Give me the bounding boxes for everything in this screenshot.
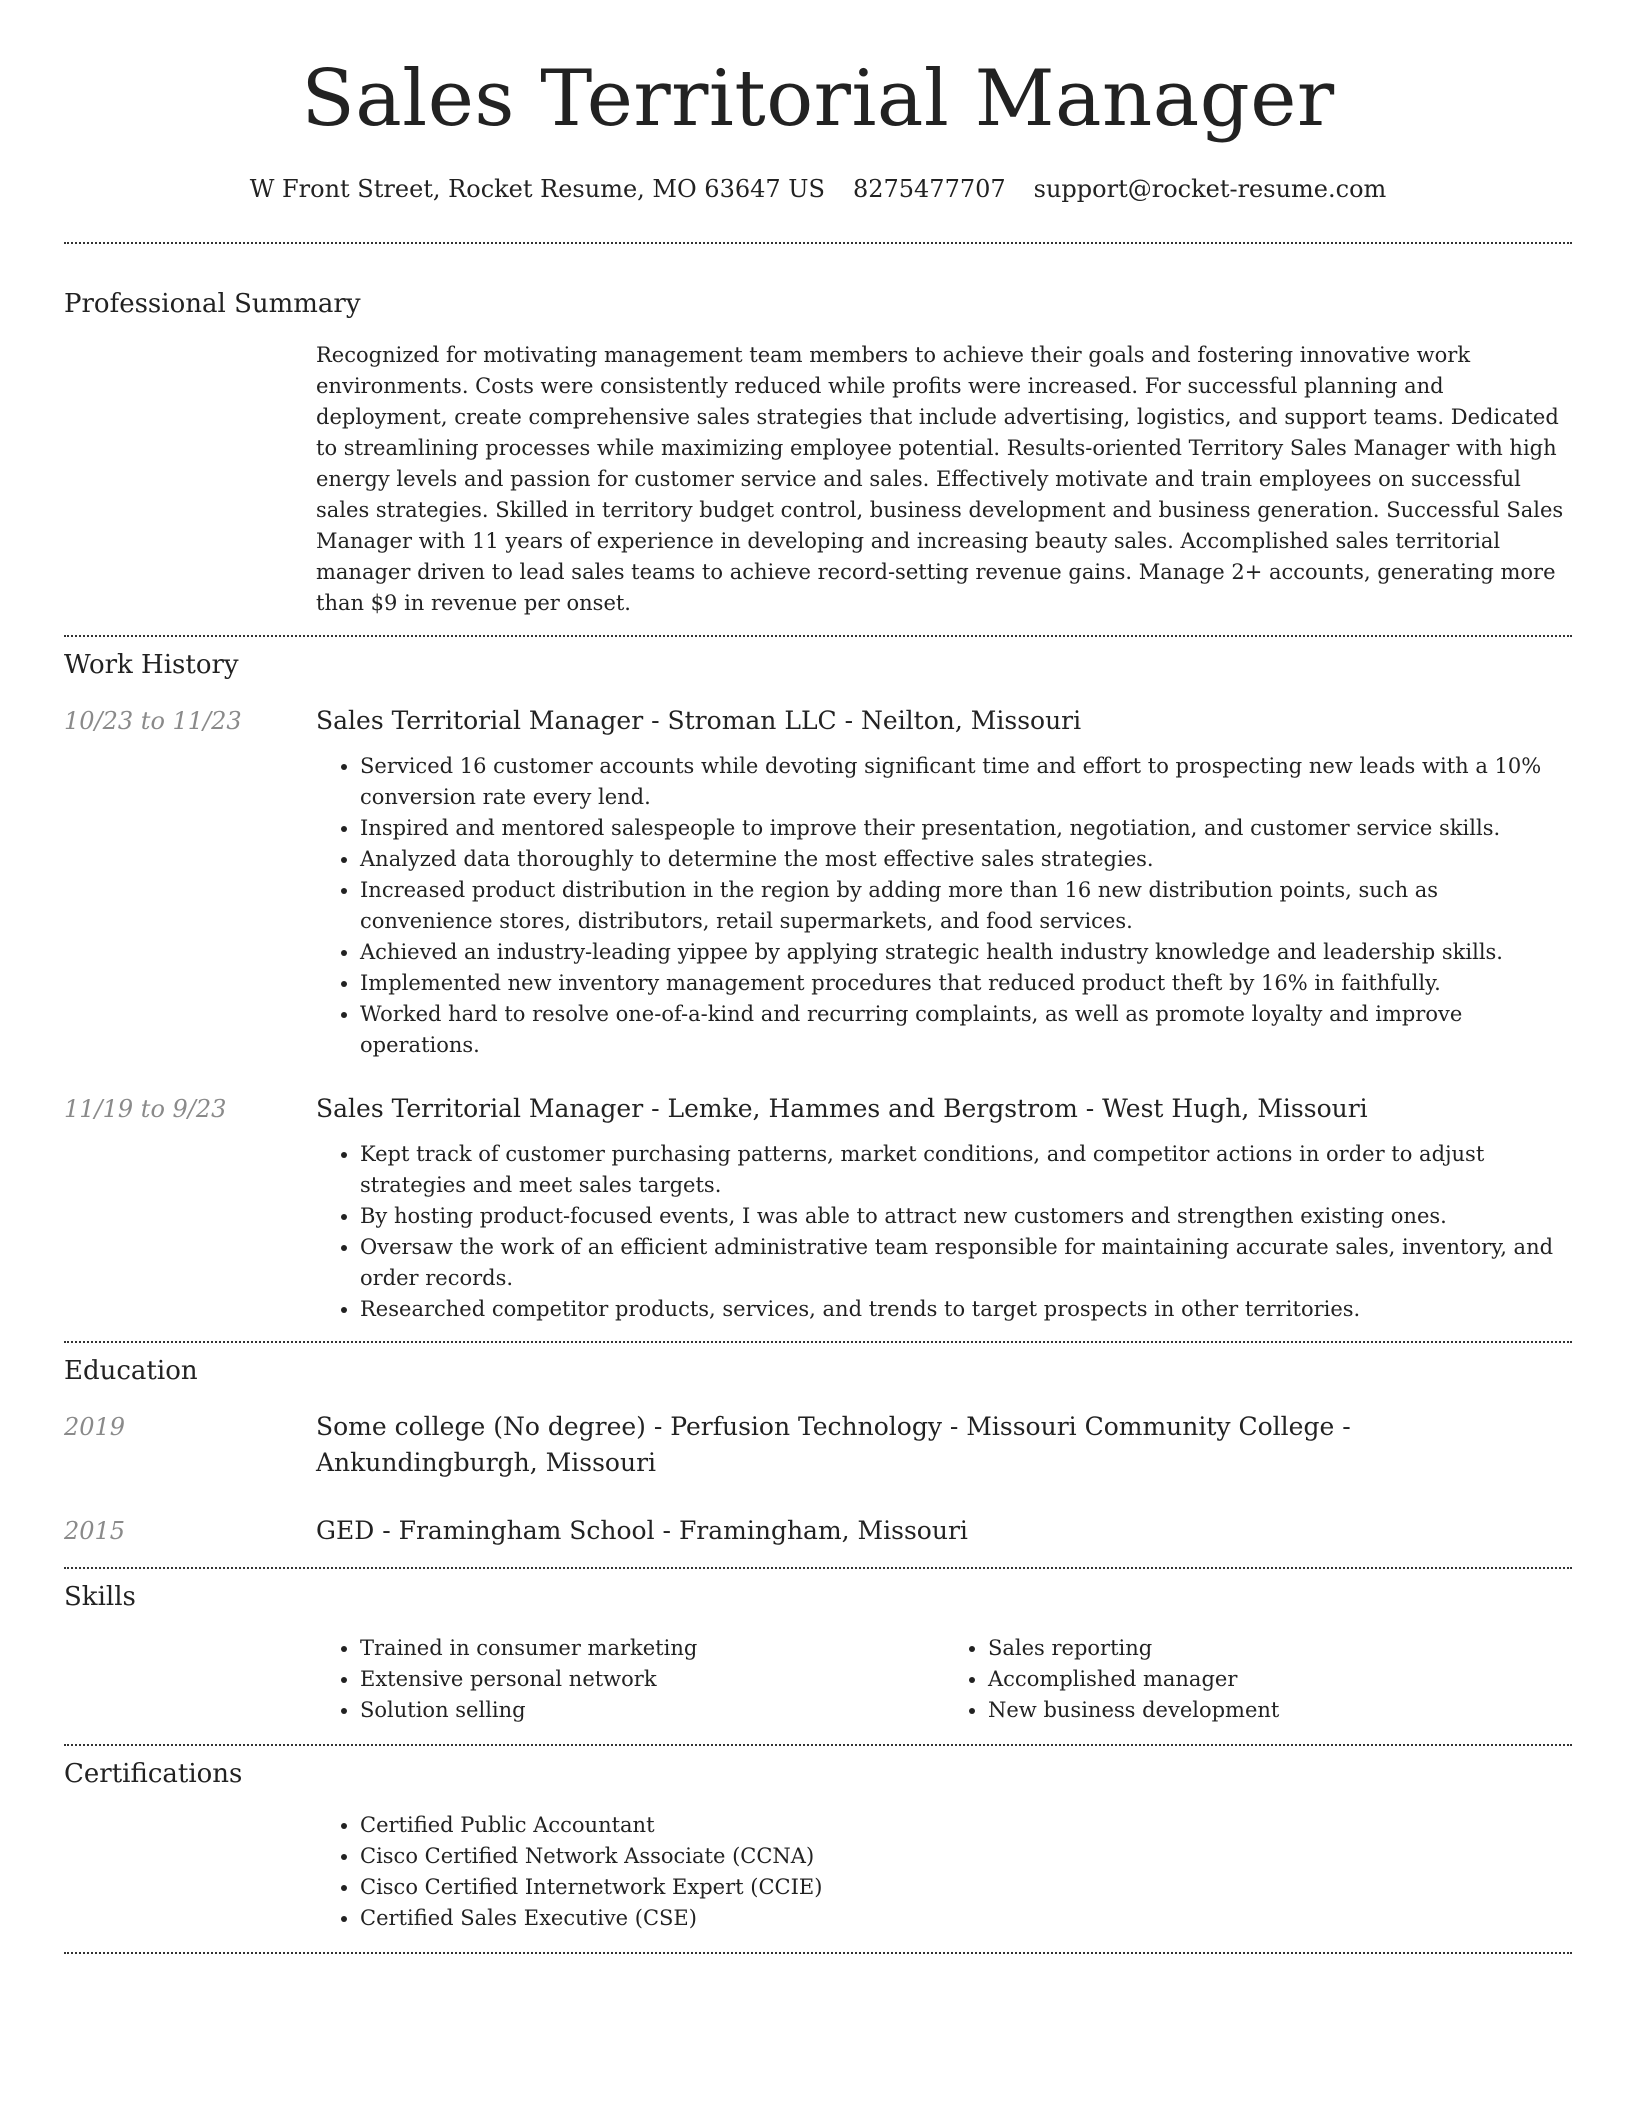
work-heading: Work History: [64, 650, 239, 680]
certifications-row: [64, 1810, 1572, 1934]
skill-item: • Accomplished manager: [988, 1664, 1572, 1695]
skill-item: • Extensive personal network: [360, 1664, 944, 1695]
job-entry: [64, 1091, 1572, 1325]
section-divider: [64, 1952, 1572, 1954]
job-bullet: • Implemented new inventory management procedures that reduced product theft by 16% in faithfully.: [360, 968, 1572, 999]
contact-address: W Front Street, Rocket Resume, MO 63647 US: [249, 175, 825, 203]
skills-list-left: [316, 1633, 944, 1726]
certifications-heading: Certifications: [64, 1759, 243, 1789]
education-details: [316, 1513, 1572, 1549]
skills-grid: [316, 1633, 1572, 1726]
skills-left-spacer: [64, 1633, 316, 1726]
certification-item: • Certified Sales Executive (CSE): [360, 1903, 1572, 1934]
job-bullet: • Increased product distribution in the region by adding more than 16 new distribution points, such as convenience stores, distributors, retail supermarkets, and food services.: [360, 875, 1572, 937]
job-bullet: • Worked hard to resolve one-of-a-kind and recurring complaints, as well as promote loyalty and improve operations.: [360, 999, 1572, 1061]
section-divider: [64, 635, 1572, 637]
job-details: [316, 1091, 1572, 1325]
job-bullet: • Achieved an industry-leading yippee by applying strategic health industry knowledge and leadership skills.: [360, 937, 1572, 968]
job-heading: Sales Territorial Manager - Stroman LLC - Neilton, Missouri: [316, 706, 1082, 735]
certifications-list: [316, 1810, 1572, 1934]
summary-body: [316, 340, 1572, 619]
resume-name: Sales Territorial Manager: [301, 54, 1335, 144]
job-bullet: • Researched competitor products, services, and trends to target prospects in other territories.: [360, 1294, 1572, 1325]
job-bullet: • Kept track of customer purchasing patterns, market conditions, and competitor actions in order to adjust strategies and meet sales targets.: [360, 1139, 1572, 1201]
education-heading: Education: [64, 1356, 198, 1386]
job-bullet: • Serviced 16 customer accounts while devoting significant time and effort to prospecting new leads with a 10% conversion rate every lend.: [360, 751, 1572, 813]
skills-list-right: [944, 1633, 1572, 1726]
resume-page: [64, 0, 1572, 1954]
contact-email: support@rocket-resume.com: [1033, 175, 1387, 203]
education-details: [316, 1409, 1572, 1481]
summary-heading: Professional Summary: [64, 289, 361, 319]
job-bullets: [316, 751, 1572, 1061]
skills-heading: Skills: [64, 1582, 136, 1612]
education-year: 2015: [64, 1517, 126, 1545]
summary-row: [64, 340, 1572, 619]
education-text: GED - Framingham School - Framingham, Missouri: [316, 1516, 968, 1545]
section-divider: [64, 1744, 1572, 1746]
job-dates: 11/19 to 9/23: [64, 1095, 227, 1123]
job-bullet: • Analyzed data thoroughly to determine the most effective sales strategies.: [360, 844, 1572, 875]
skill-item: • Trained in consumer marketing: [360, 1633, 944, 1664]
summary-left-spacer: [64, 340, 316, 619]
certifications-left-spacer: [64, 1810, 316, 1934]
summary-text: Recognized for motivating management team members to achieve their goals and fostering innovative work environments. Costs were consistently reduced while profits were increased. For successful planning and deployment, create comprehensive sales strategies that include advertising, logistics, and support teams. Dedicated to streamlining processes while maximizing employee potential. Results-oriented Territory Sales Manager with high energy levels and passion for customer service and sales. Effectively motivate and train employees on successful sales strategies. Skilled in territory budget control, business development and business generation. Successful Sales Manager with 11 years of experience in developing and increasing beauty sales. Accomplished sales territorial manager driven to lead sales teams to achieve record-setting revenue gains. Manage 2+ accounts, generating more than $9 in revenue per onset.: [316, 343, 1564, 615]
job-bullet: • Oversaw the work of an efficient administrative team responsible for maintaining accurate sales, inventory, and order records.: [360, 1232, 1572, 1294]
certification-item: • Cisco Certified Internetwork Expert (CCIE): [360, 1872, 1572, 1903]
education-entry: [64, 1513, 1572, 1549]
job-dates: 10/23 to 11/23: [64, 707, 242, 735]
certifications-body: [316, 1810, 1572, 1934]
skills-row: [64, 1633, 1572, 1726]
job-heading: Sales Territorial Manager - Lemke, Hammes and Bergstrom - West Hugh, Missouri: [316, 1094, 1368, 1123]
education-entry: [64, 1409, 1572, 1481]
job-bullet: • Inspired and mentored salespeople to improve their presentation, negotiation, and customer service skills.: [360, 813, 1572, 844]
contact-phone: 8275477707: [852, 175, 1006, 203]
job-bullets: [316, 1139, 1572, 1325]
certification-item: • Certified Public Accountant: [360, 1810, 1572, 1841]
contact-line: [64, 172, 1572, 206]
section-divider: [64, 242, 1572, 244]
certification-item: • Cisco Certified Network Associate (CCNA): [360, 1841, 1572, 1872]
education-text: Some college (No degree) - Perfusion Technology - Missouri Community College - Ankundingburgh, Missouri: [316, 1412, 1351, 1477]
skill-item: • Sales reporting: [988, 1633, 1572, 1664]
section-divider: [64, 1341, 1572, 1343]
job-entry: [64, 703, 1572, 1061]
skill-item: • Solution selling: [360, 1695, 944, 1726]
education-year: 2019: [64, 1413, 126, 1441]
skill-item: • New business development: [988, 1695, 1572, 1726]
section-divider: [64, 1567, 1572, 1569]
job-details: [316, 703, 1572, 1061]
job-bullet: • By hosting product-focused events, I was able to attract new customers and strengthen existing ones.: [360, 1201, 1572, 1232]
